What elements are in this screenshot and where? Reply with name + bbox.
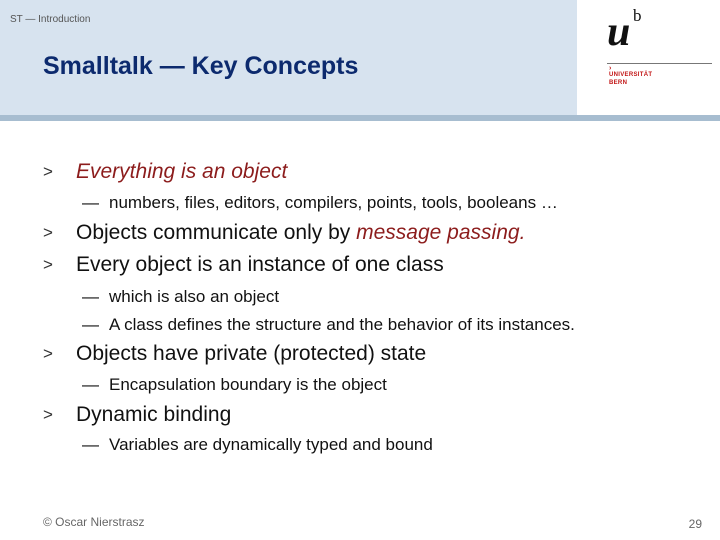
sub-bullet-text: A class defines the structure and the behavior of its instances. <box>109 315 575 334</box>
bullet-text <box>76 221 525 245</box>
bullet-marker: > <box>43 223 53 242</box>
logo-chevron-icon: › <box>609 65 612 72</box>
logo-line-bern: BERN <box>609 79 628 86</box>
sub-bullet-dash: — <box>82 193 99 212</box>
sub-bullet-dash: — <box>82 315 99 334</box>
logo-line-universitaet: UNIVERSITÄT <box>609 72 653 78</box>
header-divider <box>0 115 720 121</box>
page-title: Smalltalk — Key Concepts <box>43 52 359 80</box>
bullet-text: Dynamic binding <box>76 403 232 426</box>
sub-bullet-dash: — <box>82 435 99 454</box>
bullet-text-after: . <box>519 221 526 244</box>
bullet-marker: > <box>43 162 53 181</box>
bullet-text: Every object is an instance of one class <box>76 253 444 276</box>
sub-bullet-text: numbers, files, editors, compilers, points, tools, booleans … <box>109 193 558 212</box>
logo-wordmark <box>609 66 652 87</box>
bullet-text: Objects have private (protected) state <box>76 342 427 365</box>
bullet-marker: > <box>43 344 53 363</box>
sub-bullet-dash: — <box>82 375 99 394</box>
breadcrumb: ST — Introduction <box>10 14 91 25</box>
logo-divider <box>607 63 712 64</box>
logo-mark-b: b <box>633 6 642 25</box>
logo-panel <box>577 0 720 115</box>
bullet-marker: > <box>43 405 53 424</box>
sub-bullet-dash: — <box>82 287 99 306</box>
page-number: 29 <box>688 517 702 531</box>
sub-bullet-text: which is also an object <box>109 287 280 306</box>
bullet-text-accent: message passing <box>356 221 520 244</box>
footer-author: © Oscar Nierstrasz <box>43 515 145 529</box>
sub-bullet-text: Variables are dynamically typed and bound <box>109 435 433 454</box>
bullet-text: Everything is an object <box>76 160 288 183</box>
bullet-marker: > <box>43 255 53 274</box>
logo-mark-u: u <box>607 9 631 55</box>
bullet-text-before: Objects communicate only by <box>76 221 357 244</box>
sub-bullet-text: Encapsulation boundary is the object <box>109 375 387 394</box>
